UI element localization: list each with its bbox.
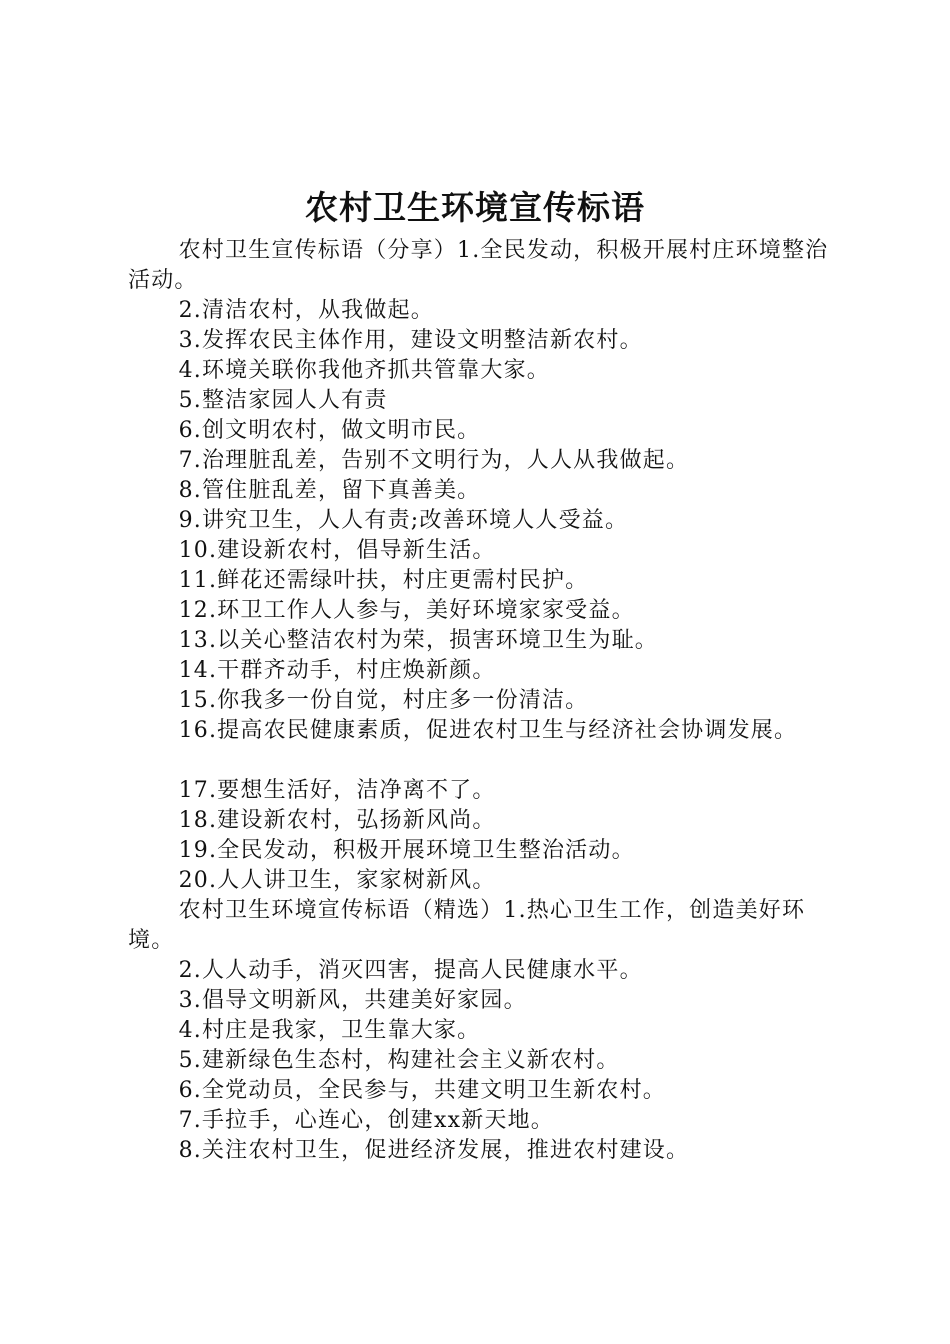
list-item: 9.讲究卫生，人人有责;改善环境人人受益。	[178, 508, 629, 533]
list-item: 7.治理脏乱差，告别不文明行为，人人从我做起。	[178, 448, 690, 473]
section1-intro: 农村卫生宣传标语（分享）1.全民发动，积极开展村庄环境整治活动。	[128, 238, 829, 293]
list-item: 18.建设新农村，弘扬新风尚。	[178, 808, 496, 833]
list-item: 19.全民发动，积极开展环境卫生整治活动。	[178, 838, 635, 863]
list-item: 2.清洁农村，从我做起。	[178, 298, 434, 323]
list-item: 3.倡导文明新风，共建美好家园。	[178, 988, 527, 1013]
list-item: 4.村庄是我家，卫生靠大家。	[178, 1018, 481, 1043]
section2-intro: 农村卫生环境宣传标语（精选）1.热心卫生工作，创造美好环境。	[128, 898, 806, 953]
list-item: 5.建新绿色生态村，构建社会主义新农村。	[178, 1048, 620, 1073]
list-item: 7.手拉手，心连心，创建xx新天地。	[178, 1108, 554, 1133]
list-item: 6.创文明农村，做文明市民。	[178, 418, 481, 443]
list-item: 11.鲜花还需绿叶扶，村庄更需村民护。	[178, 568, 589, 593]
list-item: 17.要想生活好，洁净离不了。	[178, 778, 496, 803]
list-item: 12.环卫工作人人参与，美好环境家家受益。	[178, 598, 635, 623]
list-item: 16.提高农民健康素质，促进农村卫生与经济社会协调发展。	[178, 718, 798, 743]
document-body	[128, 236, 838, 1166]
blank-line	[128, 746, 838, 776]
list-item: 10.建设新农村，倡导新生活。	[178, 538, 496, 563]
list-item: 8.管住脏乱差，留下真善美。	[178, 478, 481, 503]
list-item: 2.人人动手，消灭四害，提高人民健康水平。	[178, 958, 643, 983]
list-item: 14.干群齐动手，村庄焕新颜。	[178, 658, 496, 683]
list-item: 5.整洁家园人人有责	[178, 388, 388, 413]
list-item: 13.以关心整洁农村为荣，损害环境卫生为耻。	[178, 628, 658, 653]
list-item: 3.发挥农民主体作用，建设文明整洁新农村。	[178, 328, 643, 353]
list-item: 20.人人讲卫生，家家树新风。	[178, 868, 496, 893]
list-item: 4.环境关联你我他齐抓共管靠大家。	[178, 358, 550, 383]
list-item: 8.关注农村卫生，促进经济发展，推进农村建设。	[178, 1138, 690, 1163]
list-item: 6.全党动员，全民参与，共建文明卫生新农村。	[178, 1078, 666, 1103]
list-item: 15.你我多一份自觉，村庄多一份清洁。	[178, 688, 589, 713]
document-title: 农村卫生环境宣传标语	[305, 188, 645, 227]
